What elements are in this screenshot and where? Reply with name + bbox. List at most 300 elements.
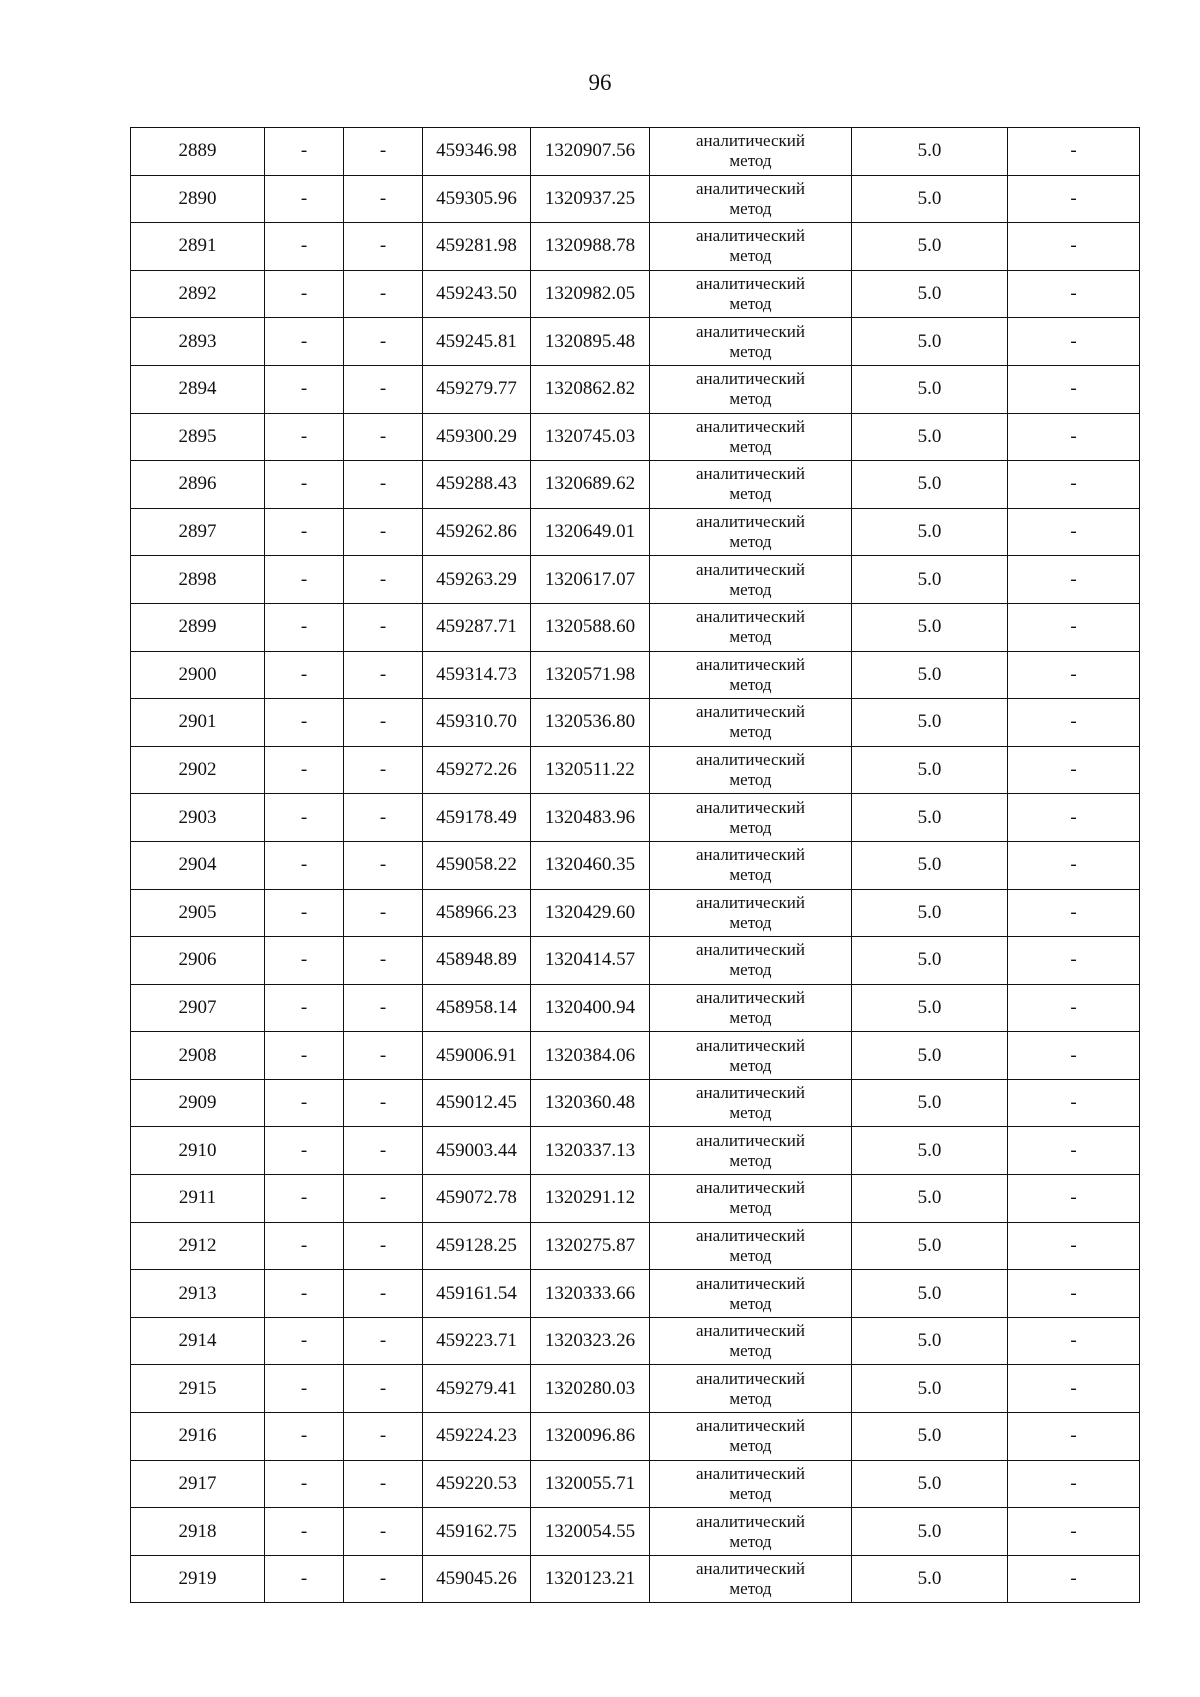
empty-dash-cell: - — [1008, 1555, 1140, 1603]
empty-dash-cell: - — [265, 746, 344, 794]
table-row — [131, 1555, 1140, 1603]
x-coordinate-cell: 459262.86 — [423, 508, 531, 556]
empty-dash-cell: - — [344, 1079, 423, 1127]
page-number: 96 — [588, 70, 612, 95]
point-number-cell: 2917 — [131, 1460, 265, 1508]
method-cell — [650, 508, 852, 556]
table-row — [131, 1222, 1140, 1270]
method-line-1: аналитический — [696, 369, 805, 389]
precision-cell: 5.0 — [852, 128, 1008, 176]
method-cell — [650, 603, 852, 651]
empty-dash-cell: - — [265, 937, 344, 985]
table-row — [131, 1413, 1140, 1461]
table-row — [131, 1460, 1140, 1508]
method-cell — [650, 365, 852, 413]
table-row — [131, 699, 1140, 747]
method-line-1: аналитический — [696, 1368, 805, 1388]
point-number-cell: 2890 — [131, 175, 265, 223]
method-cell — [650, 984, 852, 1032]
x-coordinate-cell: 459346.98 — [423, 128, 531, 176]
method-line-2: метод — [729, 960, 772, 980]
point-number-cell: 2896 — [131, 461, 265, 509]
y-coordinate-cell: 1320689.62 — [531, 461, 650, 509]
empty-dash-cell: - — [1008, 841, 1140, 889]
point-number-cell: 2899 — [131, 603, 265, 651]
method-cell — [650, 318, 852, 366]
empty-dash-cell: - — [1008, 699, 1140, 747]
method-line-2: метод — [729, 198, 772, 218]
empty-dash-cell: - — [265, 1460, 344, 1508]
precision-cell: 5.0 — [852, 1222, 1008, 1270]
empty-dash-cell: - — [344, 1270, 423, 1318]
point-number-cell: 2897 — [131, 508, 265, 556]
point-number-cell: 2894 — [131, 365, 265, 413]
precision-cell: 5.0 — [852, 1413, 1008, 1461]
table-row — [131, 413, 1140, 461]
empty-dash-cell: - — [1008, 1127, 1140, 1175]
method-line-2: метод — [729, 484, 772, 504]
empty-dash-cell: - — [265, 1365, 344, 1413]
method-cell — [650, 841, 852, 889]
empty-dash-cell: - — [1008, 984, 1140, 1032]
x-coordinate-cell: 459288.43 — [423, 461, 531, 509]
method-line-1: аналитический — [696, 1035, 805, 1055]
table-row — [131, 365, 1140, 413]
x-coordinate-cell: 459006.91 — [423, 1032, 531, 1080]
x-coordinate-cell: 459245.81 — [423, 318, 531, 366]
method-line-1: аналитический — [696, 512, 805, 532]
coordinates-table — [130, 127, 1140, 1603]
method-line-2: метод — [729, 1579, 772, 1599]
method-line-2: метод — [729, 246, 772, 266]
method-line-2: метод — [729, 770, 772, 790]
empty-dash-cell: - — [344, 1175, 423, 1223]
empty-dash-cell: - — [265, 508, 344, 556]
point-number-cell: 2909 — [131, 1079, 265, 1127]
empty-dash-cell: - — [265, 1032, 344, 1080]
x-coordinate-cell: 459012.45 — [423, 1079, 531, 1127]
method-line-1: аналитический — [696, 1511, 805, 1531]
table-row — [131, 556, 1140, 604]
point-number-cell: 2919 — [131, 1555, 265, 1603]
empty-dash-cell: - — [265, 651, 344, 699]
method-line-2: метод — [729, 912, 772, 932]
method-line-1: аналитический — [696, 416, 805, 436]
precision-cell: 5.0 — [852, 1317, 1008, 1365]
method-cell — [650, 1222, 852, 1270]
x-coordinate-cell: 459058.22 — [423, 841, 531, 889]
method-line-1: аналитический — [696, 321, 805, 341]
empty-dash-cell: - — [265, 1222, 344, 1270]
x-coordinate-cell: 459287.71 — [423, 603, 531, 651]
x-coordinate-cell: 459314.73 — [423, 651, 531, 699]
empty-dash-cell: - — [265, 699, 344, 747]
table-row — [131, 1317, 1140, 1365]
method-cell — [650, 413, 852, 461]
empty-dash-cell: - — [1008, 1317, 1140, 1365]
method-line-2: метод — [729, 532, 772, 552]
method-line-1: аналитический — [696, 845, 805, 865]
point-number-cell: 2915 — [131, 1365, 265, 1413]
point-number-cell: 2903 — [131, 794, 265, 842]
empty-dash-cell: - — [1008, 603, 1140, 651]
method-line-1: аналитический — [696, 797, 805, 817]
precision-cell: 5.0 — [852, 1365, 1008, 1413]
empty-dash-cell: - — [344, 984, 423, 1032]
y-coordinate-cell: 1320384.06 — [531, 1032, 650, 1080]
empty-dash-cell: - — [344, 1032, 423, 1080]
empty-dash-cell: - — [1008, 318, 1140, 366]
point-number-cell: 2900 — [131, 651, 265, 699]
method-cell — [650, 1317, 852, 1365]
point-number-cell: 2914 — [131, 1317, 265, 1365]
empty-dash-cell: - — [344, 699, 423, 747]
empty-dash-cell: - — [344, 1317, 423, 1365]
empty-dash-cell: - — [344, 318, 423, 366]
table-row — [131, 889, 1140, 937]
table-row — [131, 746, 1140, 794]
method-cell — [650, 1079, 852, 1127]
x-coordinate-cell: 459263.29 — [423, 556, 531, 604]
empty-dash-cell: - — [344, 270, 423, 318]
method-line-2: метод — [729, 341, 772, 361]
method-line-2: метод — [729, 579, 772, 599]
empty-dash-cell: - — [1008, 128, 1140, 176]
x-coordinate-cell: 459243.50 — [423, 270, 531, 318]
x-coordinate-cell: 459072.78 — [423, 1175, 531, 1223]
table-row — [131, 603, 1140, 651]
method-cell — [650, 223, 852, 271]
empty-dash-cell: - — [344, 1413, 423, 1461]
x-coordinate-cell: 459162.75 — [423, 1508, 531, 1556]
empty-dash-cell: - — [344, 1127, 423, 1175]
y-coordinate-cell: 1320460.35 — [531, 841, 650, 889]
precision-cell: 5.0 — [852, 889, 1008, 937]
empty-dash-cell: - — [344, 175, 423, 223]
method-cell — [650, 1413, 852, 1461]
method-cell — [650, 1460, 852, 1508]
table-row — [131, 461, 1140, 509]
point-number-cell: 2892 — [131, 270, 265, 318]
empty-dash-cell: - — [1008, 1222, 1140, 1270]
method-line-2: метод — [729, 817, 772, 837]
method-line-1: аналитический — [696, 226, 805, 246]
empty-dash-cell: - — [1008, 937, 1140, 985]
x-coordinate-cell: 459220.53 — [423, 1460, 531, 1508]
method-line-2: метод — [729, 627, 772, 647]
empty-dash-cell: - — [344, 603, 423, 651]
empty-dash-cell: - — [1008, 223, 1140, 271]
empty-dash-cell: - — [1008, 508, 1140, 556]
empty-dash-cell: - — [1008, 1175, 1140, 1223]
table-row — [131, 794, 1140, 842]
table-row — [131, 1079, 1140, 1127]
precision-cell: 5.0 — [852, 746, 1008, 794]
y-coordinate-cell: 1320429.60 — [531, 889, 650, 937]
table-row — [131, 318, 1140, 366]
method-line-2: метод — [729, 1245, 772, 1265]
y-coordinate-cell: 1320323.26 — [531, 1317, 650, 1365]
empty-dash-cell: - — [344, 461, 423, 509]
y-coordinate-cell: 1320536.80 — [531, 699, 650, 747]
y-coordinate-cell: 1320862.82 — [531, 365, 650, 413]
precision-cell: 5.0 — [852, 651, 1008, 699]
empty-dash-cell: - — [1008, 746, 1140, 794]
point-number-cell: 2904 — [131, 841, 265, 889]
method-cell — [650, 699, 852, 747]
precision-cell: 5.0 — [852, 365, 1008, 413]
method-line-2: метод — [729, 722, 772, 742]
precision-cell: 5.0 — [852, 318, 1008, 366]
precision-cell: 5.0 — [852, 984, 1008, 1032]
method-cell — [650, 1032, 852, 1080]
empty-dash-cell: - — [265, 175, 344, 223]
point-number-cell: 2906 — [131, 937, 265, 985]
method-line-2: метод — [729, 1007, 772, 1027]
precision-cell: 5.0 — [852, 1032, 1008, 1080]
method-line-1: аналитический — [696, 654, 805, 674]
y-coordinate-cell: 1320291.12 — [531, 1175, 650, 1223]
method-cell — [650, 889, 852, 937]
table-row — [131, 1127, 1140, 1175]
empty-dash-cell: - — [1008, 1365, 1140, 1413]
empty-dash-cell: - — [265, 1413, 344, 1461]
precision-cell: 5.0 — [852, 1270, 1008, 1318]
empty-dash-cell: - — [265, 223, 344, 271]
empty-dash-cell: - — [1008, 556, 1140, 604]
empty-dash-cell: - — [1008, 1079, 1140, 1127]
empty-dash-cell: - — [344, 1222, 423, 1270]
table-row — [131, 1032, 1140, 1080]
method-line-1: аналитический — [696, 1559, 805, 1579]
y-coordinate-cell: 1320937.25 — [531, 175, 650, 223]
empty-dash-cell: - — [1008, 175, 1140, 223]
precision-cell: 5.0 — [852, 841, 1008, 889]
method-line-1: аналитический — [696, 940, 805, 960]
point-number-cell: 2912 — [131, 1222, 265, 1270]
table-row — [131, 1365, 1140, 1413]
table-row — [131, 937, 1140, 985]
method-line-1: аналитический — [696, 559, 805, 579]
method-line-1: аналитический — [696, 1321, 805, 1341]
precision-cell: 5.0 — [852, 461, 1008, 509]
table-row — [131, 651, 1140, 699]
empty-dash-cell: - — [1008, 1413, 1140, 1461]
precision-cell: 5.0 — [852, 1508, 1008, 1556]
empty-dash-cell: - — [344, 508, 423, 556]
method-line-2: метод — [729, 1483, 772, 1503]
point-number-cell: 2905 — [131, 889, 265, 937]
empty-dash-cell: - — [265, 461, 344, 509]
method-cell — [650, 651, 852, 699]
precision-cell: 5.0 — [852, 699, 1008, 747]
table-row — [131, 841, 1140, 889]
empty-dash-cell: - — [344, 223, 423, 271]
method-line-1: аналитический — [696, 131, 805, 151]
precision-cell: 5.0 — [852, 1175, 1008, 1223]
empty-dash-cell: - — [344, 746, 423, 794]
empty-dash-cell: - — [265, 1127, 344, 1175]
x-coordinate-cell: 459281.98 — [423, 223, 531, 271]
table-row — [131, 128, 1140, 176]
method-line-1: аналитический — [696, 1416, 805, 1436]
point-number-cell: 2893 — [131, 318, 265, 366]
empty-dash-cell: - — [344, 1555, 423, 1603]
method-line-1: аналитический — [696, 464, 805, 484]
method-cell — [650, 1127, 852, 1175]
x-coordinate-cell: 459223.71 — [423, 1317, 531, 1365]
point-number-cell: 2898 — [131, 556, 265, 604]
point-number-cell: 2889 — [131, 128, 265, 176]
method-cell — [650, 1555, 852, 1603]
precision-cell: 5.0 — [852, 1079, 1008, 1127]
empty-dash-cell: - — [1008, 889, 1140, 937]
method-cell — [650, 1175, 852, 1223]
precision-cell: 5.0 — [852, 1127, 1008, 1175]
y-coordinate-cell: 1320280.03 — [531, 1365, 650, 1413]
y-coordinate-cell: 1320096.86 — [531, 1413, 650, 1461]
point-number-cell: 2918 — [131, 1508, 265, 1556]
y-coordinate-cell: 1320333.66 — [531, 1270, 650, 1318]
x-coordinate-cell: 459279.41 — [423, 1365, 531, 1413]
empty-dash-cell: - — [1008, 270, 1140, 318]
precision-cell: 5.0 — [852, 794, 1008, 842]
x-coordinate-cell: 459128.25 — [423, 1222, 531, 1270]
y-coordinate-cell: 1320988.78 — [531, 223, 650, 271]
x-coordinate-cell: 459178.49 — [423, 794, 531, 842]
empty-dash-cell: - — [265, 1508, 344, 1556]
precision-cell: 5.0 — [852, 603, 1008, 651]
empty-dash-cell: - — [1008, 365, 1140, 413]
empty-dash-cell: - — [265, 1317, 344, 1365]
empty-dash-cell: - — [1008, 461, 1140, 509]
method-cell — [650, 937, 852, 985]
coordinates-table-body — [131, 128, 1140, 1603]
empty-dash-cell: - — [1008, 794, 1140, 842]
empty-dash-cell: - — [1008, 413, 1140, 461]
method-line-2: метод — [729, 1531, 772, 1551]
method-line-1: аналитический — [696, 1178, 805, 1198]
empty-dash-cell: - — [344, 1460, 423, 1508]
method-line-1: аналитический — [696, 987, 805, 1007]
method-cell — [650, 270, 852, 318]
method-line-1: аналитический — [696, 274, 805, 294]
empty-dash-cell: - — [265, 1270, 344, 1318]
method-line-1: аналитический — [696, 1463, 805, 1483]
point-number-cell: 2895 — [131, 413, 265, 461]
method-line-2: метод — [729, 294, 772, 314]
x-coordinate-cell: 458966.23 — [423, 889, 531, 937]
y-coordinate-cell: 1320054.55 — [531, 1508, 650, 1556]
method-line-2: метод — [729, 436, 772, 456]
x-coordinate-cell: 459272.26 — [423, 746, 531, 794]
method-line-1: аналитический — [696, 1130, 805, 1150]
method-line-2: метод — [729, 865, 772, 885]
point-number-cell: 2911 — [131, 1175, 265, 1223]
y-coordinate-cell: 1320617.07 — [531, 556, 650, 604]
method-cell — [650, 461, 852, 509]
empty-dash-cell: - — [1008, 1460, 1140, 1508]
table-row — [131, 984, 1140, 1032]
precision-cell: 5.0 — [852, 508, 1008, 556]
method-cell — [650, 175, 852, 223]
precision-cell: 5.0 — [852, 1555, 1008, 1603]
method-line-1: аналитический — [696, 1083, 805, 1103]
y-coordinate-cell: 1320400.94 — [531, 984, 650, 1032]
empty-dash-cell: - — [265, 365, 344, 413]
empty-dash-cell: - — [1008, 651, 1140, 699]
table-row — [131, 223, 1140, 271]
method-line-2: метод — [729, 1103, 772, 1123]
empty-dash-cell: - — [265, 556, 344, 604]
precision-cell: 5.0 — [852, 556, 1008, 604]
empty-dash-cell: - — [344, 128, 423, 176]
method-line-1: аналитический — [696, 750, 805, 770]
x-coordinate-cell: 458948.89 — [423, 937, 531, 985]
y-coordinate-cell: 1320649.01 — [531, 508, 650, 556]
table-row — [131, 508, 1140, 556]
point-number-cell: 2901 — [131, 699, 265, 747]
point-number-cell: 2913 — [131, 1270, 265, 1318]
method-line-2: метод — [729, 1293, 772, 1313]
empty-dash-cell: - — [344, 365, 423, 413]
empty-dash-cell: - — [344, 556, 423, 604]
empty-dash-cell: - — [344, 794, 423, 842]
precision-cell: 5.0 — [852, 937, 1008, 985]
method-line-2: метод — [729, 389, 772, 409]
point-number-cell: 2902 — [131, 746, 265, 794]
empty-dash-cell: - — [265, 270, 344, 318]
point-number-cell: 2891 — [131, 223, 265, 271]
empty-dash-cell: - — [1008, 1032, 1140, 1080]
precision-cell: 5.0 — [852, 175, 1008, 223]
y-coordinate-cell: 1320895.48 — [531, 318, 650, 366]
empty-dash-cell: - — [344, 1508, 423, 1556]
y-coordinate-cell: 1320123.21 — [531, 1555, 650, 1603]
empty-dash-cell: - — [265, 1555, 344, 1603]
y-coordinate-cell: 1320275.87 — [531, 1222, 650, 1270]
y-coordinate-cell: 1320414.57 — [531, 937, 650, 985]
method-line-1: аналитический — [696, 1273, 805, 1293]
y-coordinate-cell: 1320511.22 — [531, 746, 650, 794]
method-cell — [650, 128, 852, 176]
x-coordinate-cell: 459045.26 — [423, 1555, 531, 1603]
empty-dash-cell: - — [265, 318, 344, 366]
empty-dash-cell: - — [265, 889, 344, 937]
x-coordinate-cell: 458958.14 — [423, 984, 531, 1032]
method-line-2: метод — [729, 1388, 772, 1408]
empty-dash-cell: - — [344, 841, 423, 889]
method-line-1: аналитический — [696, 702, 805, 722]
method-cell — [650, 1365, 852, 1413]
empty-dash-cell: - — [344, 1365, 423, 1413]
point-number-cell: 2907 — [131, 984, 265, 1032]
method-line-1: аналитический — [696, 1225, 805, 1245]
y-coordinate-cell: 1320360.48 — [531, 1079, 650, 1127]
table-row — [131, 1175, 1140, 1223]
method-line-2: метод — [729, 151, 772, 171]
empty-dash-cell: - — [265, 794, 344, 842]
empty-dash-cell: - — [1008, 1508, 1140, 1556]
empty-dash-cell: - — [1008, 1270, 1140, 1318]
y-coordinate-cell: 1320907.56 — [531, 128, 650, 176]
method-cell — [650, 794, 852, 842]
method-line-1: аналитический — [696, 892, 805, 912]
empty-dash-cell: - — [265, 413, 344, 461]
table-row — [131, 1270, 1140, 1318]
method-cell — [650, 1508, 852, 1556]
x-coordinate-cell: 459224.23 — [423, 1413, 531, 1461]
